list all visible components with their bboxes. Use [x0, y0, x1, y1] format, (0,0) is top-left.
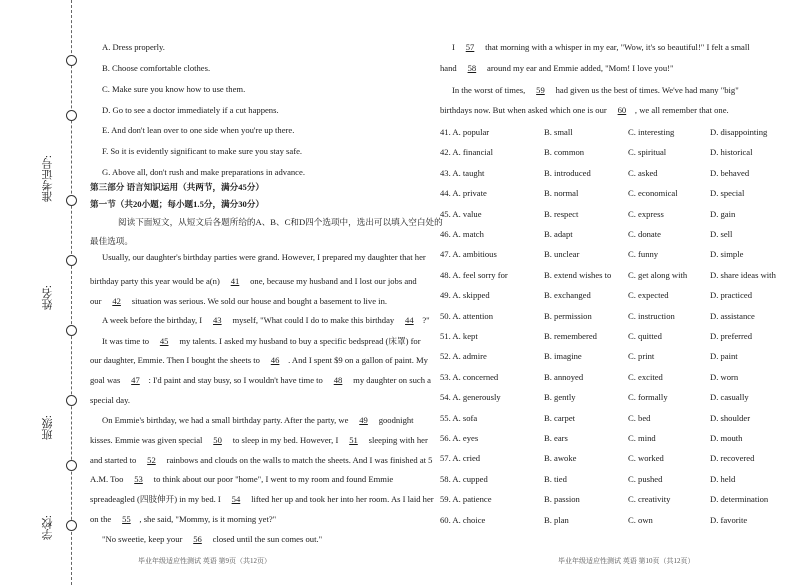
passage-text: A week before the birthday, I — [102, 315, 205, 325]
question-option-a: 48. A. feel sorry for — [440, 269, 508, 280]
passage-text: ?" — [422, 315, 430, 325]
instructions-line: 阅读下面短文，从短文后各题所给的A、B、C和D四个选项中，选出可以填入空白处的 — [118, 217, 443, 227]
passage-line — [90, 436, 428, 445]
question-option-a: 45. A. value — [440, 208, 482, 219]
passage-line — [90, 495, 434, 504]
passage-text: "No sweetie, keep your — [102, 534, 185, 544]
question-option-d: D. shoulder — [710, 412, 751, 423]
question-option-b: B. plan — [544, 514, 569, 525]
passage-text: to sleep in my bed. However, I — [230, 435, 341, 445]
question-option-c: C. own — [628, 514, 653, 525]
binding-hole — [66, 55, 77, 66]
question-option-d: D. historical — [710, 147, 753, 158]
question-option-b: B. tied — [544, 473, 567, 484]
option-g: G. Above all, don't rush and make preparations in advance. — [102, 167, 305, 177]
passage-text: goal was — [90, 375, 123, 385]
question-option-b: B. respect — [544, 208, 579, 219]
passage-text: sleeping with her — [366, 435, 428, 445]
passage-text: closed until the sun comes out." — [210, 534, 323, 544]
passage-text: to think about our poor "home", I went to my room and found Emmie — [151, 474, 394, 484]
question-option-d: D. casually — [710, 392, 749, 403]
passage-text: In the worst of times, — [452, 85, 528, 95]
question-option-b: B. extend wishes to — [544, 269, 612, 280]
blank-number: 41 — [230, 276, 240, 286]
question-option-b: B. gently — [544, 392, 576, 403]
question-option-a: 41. A. popular — [440, 127, 490, 137]
question-option-a: 50. A. attention — [440, 310, 493, 321]
passage-line — [440, 106, 729, 115]
passage-line — [102, 253, 426, 262]
passage-line — [90, 475, 393, 484]
passage-text: birthdays now. But when asked which one is our — [440, 105, 609, 115]
blank-number: 53 — [134, 474, 143, 484]
passage-line — [440, 64, 674, 73]
passage-line — [90, 376, 431, 385]
passage-text: , she said, "Mommy, is it morning yet?" — [139, 514, 277, 524]
question-option-c: C. instruction — [628, 310, 675, 321]
passage-text: that morning with a whisper in my ear, "Wow, it's so beautiful!" I felt a small — [483, 42, 750, 52]
passage-text: goodnight — [376, 415, 414, 425]
question-option-c: C. expected — [628, 290, 669, 301]
blank-number: 49 — [359, 415, 368, 425]
passage-line — [90, 396, 130, 405]
passage-line — [90, 515, 276, 524]
question-option-a: 43. A. taught — [440, 167, 485, 178]
passage-text: rainbows and clouds on the walls to match the sheets. And I was finished at 5 — [164, 455, 433, 465]
passage-text: birthday party this year would be a(n) — [90, 276, 222, 286]
question-option-d: D. behaved — [710, 167, 750, 178]
blank-number: 48 — [333, 375, 343, 385]
question-option-b: B. unclear — [544, 249, 580, 260]
page-footer: 毕业年级适应性测试 英语 第10页（共12页） — [558, 557, 695, 565]
binding-hole — [66, 325, 77, 336]
question-option-d: D. share ideas with — [710, 269, 776, 280]
exam-number-label: 准考证号: — [42, 155, 54, 203]
blank-number: 50 — [213, 435, 222, 445]
question-option-c: C. get along with — [628, 269, 688, 280]
passage-text: myself, "What could I do to make this birthday — [230, 315, 397, 325]
passage-line — [90, 456, 432, 465]
binding-margin — [0, 0, 95, 585]
class-label: 班级: — [42, 415, 54, 441]
question-option-a: 52. A. admire — [440, 351, 487, 362]
passage-line — [90, 297, 387, 306]
passage-line — [102, 535, 322, 544]
passage-line — [90, 277, 417, 286]
question-option-d: D. recovered — [710, 453, 755, 464]
blank-number: 44 — [405, 315, 414, 325]
question-option-c: C. pushed — [628, 473, 663, 484]
option-a: A. Dress properly. — [102, 42, 165, 52]
question-option-a: 59. A. patience — [440, 494, 492, 505]
binding-hole — [66, 520, 77, 531]
passage-text: Usually, our daughter's birthday parties were grand. However, I prepared my daughter that her — [102, 252, 426, 262]
question-option-b: B. introduced — [544, 167, 591, 178]
question-option-a: 47. A. ambitious — [440, 249, 497, 260]
question-option-d: D. disappointing — [710, 127, 768, 137]
question-option-a: 44. A. private — [440, 188, 487, 199]
blank-number: 46 — [270, 355, 280, 365]
passage-text: on the — [90, 514, 114, 524]
blank-number: 56 — [193, 534, 202, 544]
question-option-a: 60. A. choice — [440, 514, 486, 525]
question-option-a: 42. A. financial — [440, 147, 493, 158]
question-option-c: C. print — [628, 351, 655, 362]
blank-number: 60 — [617, 105, 627, 115]
question-option-d: D. preferred — [710, 331, 752, 341]
question-option-b: B. adapt — [544, 229, 573, 239]
passage-text: hand — [440, 63, 459, 73]
passage-text: situation was serious. We sold our house and bought a basement to live in. — [129, 296, 388, 306]
option-b: B. Choose comfortable clothes. — [102, 63, 211, 73]
passage-text: A.M. Too — [90, 474, 126, 484]
passage-line — [452, 86, 739, 95]
binding-hole — [66, 395, 77, 406]
question-option-b: B. small — [544, 127, 573, 137]
passage-text: On Emmie's birthday, we had a small birthday party. After the party, we — [102, 415, 351, 425]
question-option-b: B. carpet — [544, 412, 576, 423]
question-option-d: D. sell — [710, 229, 733, 239]
subsection-title: 第一节（共20小题；每小题1.5分，满分30分） — [90, 199, 265, 209]
question-option-a: 54. A. generously — [440, 392, 501, 403]
passage-line — [452, 43, 750, 52]
question-option-c: C. quitted — [628, 331, 662, 341]
question-option-c: C. formally — [628, 392, 668, 403]
question-option-d: D. worn — [710, 371, 739, 382]
passage-text: special day. — [90, 395, 131, 405]
question-option-a: 51. A. kept — [440, 331, 478, 341]
question-option-a: 56. A. eyes — [440, 433, 479, 443]
question-option-c: C. creativity — [628, 494, 671, 505]
passage-text: I — [452, 42, 458, 52]
passage-line — [102, 337, 421, 346]
question-option-c: C. interesting — [628, 127, 675, 137]
question-option-c: C. mind — [628, 433, 656, 443]
question-option-b: B. normal — [544, 188, 579, 199]
binding-hole — [66, 110, 77, 121]
passage-text: kisses. Emmie was given special — [90, 435, 205, 445]
passage-text: lifted her up and took her into her room. As I laid her — [248, 494, 434, 504]
question-option-d: D. special — [710, 188, 745, 199]
passage-text: spreadeagled (四肢伸开) in my bed. I — [90, 494, 223, 504]
question-option-a: 49. A. skipped — [440, 290, 490, 301]
question-option-a: 46. A. match — [440, 229, 484, 239]
binding-hole — [66, 460, 77, 471]
passage-text: our — [90, 296, 104, 306]
passage-text: our daughter, Emmie. Then I bought the sheets to — [90, 355, 263, 365]
blank-number: 43 — [213, 315, 222, 325]
blank-number: 42 — [112, 296, 121, 306]
name-label: 姓名: — [42, 285, 54, 311]
question-option-b: B. remembered — [544, 331, 597, 341]
section-title: 第三部分 语言知识运用（共两节，满分45分） — [90, 182, 265, 192]
binding-hole — [66, 255, 77, 266]
blank-number: 59 — [536, 85, 545, 95]
question-option-d: D. assistance — [710, 310, 755, 321]
question-option-d: D. favorite — [710, 514, 748, 525]
question-option-d: D. held — [710, 473, 736, 484]
blank-number: 52 — [147, 455, 156, 465]
blank-number: 54 — [231, 494, 241, 504]
blank-number: 55 — [122, 514, 131, 524]
question-option-a: 57. A. cried — [440, 453, 481, 464]
passage-text: had given us the best of times. We've had many "big" — [553, 85, 739, 95]
question-option-d: D. mouth — [710, 433, 743, 443]
question-option-b: B. common — [544, 147, 585, 158]
question-option-c: C. funny — [628, 249, 659, 260]
passage-line — [90, 356, 428, 365]
blank-number: 58 — [467, 63, 477, 73]
question-option-b: B. imagine — [544, 351, 582, 362]
question-option-c: C. excited — [628, 371, 663, 382]
question-option-b: B. awoke — [544, 453, 577, 464]
passage-line — [102, 316, 430, 325]
binding-dashed-line — [71, 0, 72, 585]
passage-text: around my ear and Emmie added, "Mom! I love you!" — [484, 63, 674, 73]
question-option-d: D. simple — [710, 249, 744, 260]
option-f: F. So it is evidently significant to make sure you stay safe. — [102, 146, 303, 156]
passage-text: one, because my husband and I lost our jobs and — [247, 276, 417, 286]
passage-text: my daughter on such a — [351, 375, 431, 385]
question-option-b: B. exchanged — [544, 290, 591, 301]
binding-hole — [66, 195, 77, 206]
question-option-b: B. annoyed — [544, 371, 584, 382]
school-label: 学校: — [42, 515, 54, 541]
question-option-d: D. paint — [710, 351, 738, 362]
option-d: D. Go to see a doctor immediately if a cut happens. — [102, 105, 279, 115]
question-option-c: C. economical — [628, 188, 678, 199]
blank-number: 51 — [349, 435, 358, 445]
question-option-d: D. practiced — [710, 290, 752, 301]
passage-text: . And I spent $9 on a gallon of paint. My — [288, 355, 428, 365]
blank-number: 57 — [465, 42, 475, 52]
page-footer: 毕业年级适应性测试 英语 第9页（共12页） — [138, 557, 271, 565]
question-option-c: C. worked — [628, 453, 664, 464]
question-option-d: D. gain — [710, 208, 736, 219]
question-option-a: 55. A. sofa — [440, 412, 478, 423]
passage-text: It was time to — [102, 336, 152, 346]
question-option-b: B. permission — [544, 310, 592, 321]
instructions-line: 最佳选项。 — [90, 236, 133, 246]
blank-number: 47 — [131, 375, 140, 385]
question-option-a: 53. A. concerned — [440, 371, 499, 382]
passage-text: and started to — [90, 455, 139, 465]
passage-text: my talents. I asked my husband to buy a specific bedspread (床罩) for — [177, 336, 421, 346]
question-option-c: C. bed — [628, 412, 651, 423]
question-option-c: C. express — [628, 208, 664, 219]
blank-number: 45 — [159, 336, 169, 346]
option-c: C. Make sure you know how to use them. — [102, 84, 246, 94]
question-option-c: C. spiritual — [628, 147, 667, 158]
question-option-a: 58. A. cupped — [440, 473, 488, 484]
passage-text: , we all remember that one. — [634, 105, 729, 115]
option-e: E. And don't lean over to one side when you're up there. — [102, 125, 295, 135]
passage-line — [102, 416, 414, 425]
question-option-b: B. ears — [544, 433, 568, 443]
passage-text: : I'd paint and stay busy, so I wouldn't have time to — [148, 375, 326, 385]
question-option-c: C. donate — [628, 229, 661, 239]
question-option-d: D. determination — [710, 494, 769, 505]
question-option-b: B. passion — [544, 494, 580, 505]
question-option-c: C. asked — [628, 167, 658, 178]
